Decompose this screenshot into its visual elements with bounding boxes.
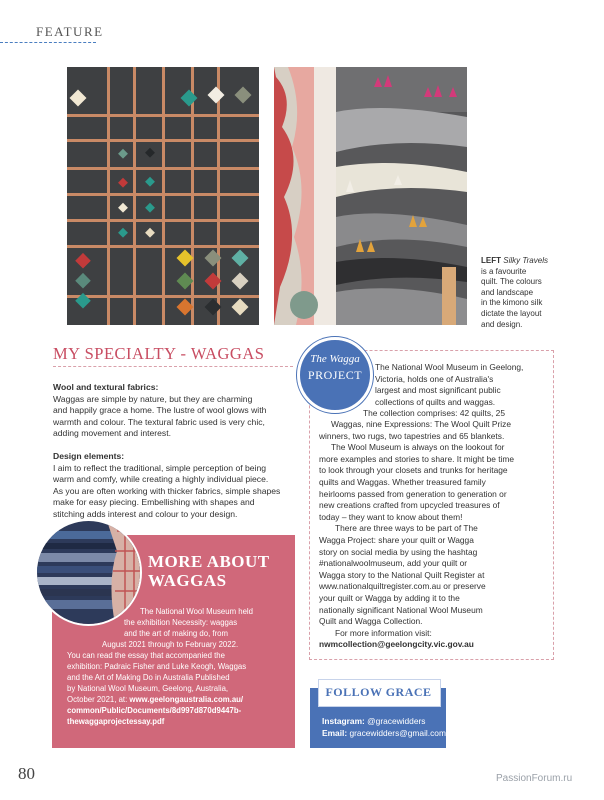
section-rule <box>0 42 96 43</box>
photo-caption <box>481 256 563 330</box>
more-line: October 2021, at: <box>67 695 128 704</box>
caption-line: dictate the layout <box>481 308 542 318</box>
more-line: and the Art of Making Do in Australia Published <box>67 673 230 682</box>
wagga-line: heirlooms passed from generation to generation or <box>319 488 507 499</box>
more-line: and the art of making do, from <box>124 629 229 638</box>
quilt-photo-right <box>274 67 467 325</box>
design-line: warm and comfy, while creating a highly individual piece. <box>53 474 269 485</box>
caption-label: LEFT <box>481 256 501 265</box>
wagga-line: collections of quilts and waggas. <box>375 396 496 407</box>
wool-section <box>53 382 299 440</box>
more-about-title <box>148 552 288 590</box>
more-about-intro <box>140 606 290 617</box>
more-line: You can read the essay that accompanied the <box>67 651 225 660</box>
design-section <box>53 451 299 521</box>
email-label: Email: <box>322 728 348 738</box>
more-line: the exhibition Necessity: waggas <box>124 618 238 627</box>
wagga-line: www.nationalquiltregister.com.au or preserve <box>319 581 486 592</box>
specialty-rule <box>53 366 293 367</box>
wool-line: adding movement and interest. <box>53 428 171 439</box>
wagga-intro <box>363 408 553 420</box>
wagga-line: Quilt and Wagga Collection. <box>319 616 423 627</box>
email-address[interactable]: gracewidders@gmail.com <box>349 728 446 738</box>
instagram-handle[interactable]: @gracewidders <box>367 716 426 726</box>
wagga-line: Wagga story to the National Quilt Register at <box>319 569 485 580</box>
wagga-line: story on social media by using the hashtag <box>319 546 478 557</box>
more-line: The National Wool Museum held <box>140 607 253 616</box>
wagga-line: winners, two rugs, two tapestries and 65 blankets. <box>319 430 505 441</box>
wagga-line: The collection comprises: 42 quilts, 25 <box>363 408 505 418</box>
instagram-line <box>322 716 425 726</box>
wagga-line: more examples and stories to share. It might be time <box>319 453 515 464</box>
section-label: FEATURE <box>36 24 104 39</box>
more-title-line: WAGGAS <box>148 571 227 590</box>
fabric-stack-photo <box>35 519 142 626</box>
caption-line: and landscape <box>481 287 534 297</box>
quilt-grid-illustration <box>67 67 259 325</box>
wool-line: and happily grace a home. The lustre of wool glows with <box>53 405 267 416</box>
wagga-line: Victoria, holds one of Australia's <box>375 373 494 384</box>
wagga-line: The National Wool Museum in Geelong, <box>375 362 524 372</box>
wool-heading: Wool and textural fabrics: <box>53 382 159 392</box>
watermark: PassionForum.ru <box>496 773 573 784</box>
wagga-line: quilts and Waggas. Whether treasured family <box>319 476 486 487</box>
essay-link[interactable]: common/Public/Documents/8d997d870d9447b- <box>67 706 242 715</box>
page-number: 80 <box>18 764 35 783</box>
wagga-line: For more information visit: <box>335 627 432 638</box>
more-about-body <box>67 650 293 727</box>
caption-line: in the kimono silk <box>481 298 543 308</box>
wagga-line: #nationalwoolmuseum, add your quilt or <box>319 558 468 569</box>
wagga-line: to look through your closets and trunks for heritage <box>319 465 508 476</box>
design-line: I aim to reflect the traditional, simple perception of being <box>53 462 267 473</box>
wagga-line: There are three ways to be part of The <box>335 523 478 534</box>
wagga-line: new creations crafted from upcycled treasures of <box>319 500 500 511</box>
badge-the-wagga: The Wagga <box>310 353 360 365</box>
wagga-line: nationally significant National Wool Museum <box>319 604 483 615</box>
wagga-intro <box>375 362 553 408</box>
specialty-heading: MY SPECIALTY - WAGGAS <box>53 344 265 363</box>
design-line: As you are often working with thicker fabrics, simple shapes <box>53 485 281 496</box>
more-line: exhibition: Padraic Fisher and Luke Keogh, Waggas <box>67 662 247 671</box>
follow-grace-title: FOLLOW GRACE <box>325 685 432 699</box>
wagga-line: Waggas, nine Expressions: The Wool Quilt Prize <box>331 419 511 429</box>
design-heading: Design elements: <box>53 451 125 461</box>
landscape-quilt-illustration <box>274 67 467 325</box>
caption-line: quilt. The colours <box>481 277 542 287</box>
wagga-email-link[interactable]: nwmcollection@geelongcity.vic.gov.au <box>319 639 474 650</box>
wagga-line: your quilt or Wagga by adding it to the <box>319 592 460 603</box>
wagga-line: The Wool Museum is always on the lookout for <box>331 442 505 453</box>
wagga-line: Wagga Project: share your quilt or Wagga <box>319 534 474 545</box>
wagga-body <box>319 419 551 651</box>
more-title-line: MORE ABOUT <box>148 552 270 571</box>
wool-line: Waggas are simple by nature, but they are charming <box>53 393 253 404</box>
email-line <box>322 728 446 738</box>
more-about-intro <box>124 617 294 628</box>
caption-line: is a favourite <box>481 266 527 276</box>
wagga-line: largest and most significant public <box>375 385 501 396</box>
caption-line: and design. <box>481 319 523 329</box>
more-line: August 2021 through to February 2022. <box>102 640 239 649</box>
more-about-intro <box>102 639 292 650</box>
more-about-intro <box>124 628 294 639</box>
quilt-photo-left <box>67 67 259 325</box>
fabric-stack-illustration <box>37 521 140 624</box>
essay-link[interactable]: thewaggaprojectessay.pdf <box>67 717 165 726</box>
design-line: make for easy piecing. Embellishing with shapes and <box>53 497 255 508</box>
more-line: by National Wool Museum, Geelong, Australia, <box>67 684 229 693</box>
wagga-line: today – they want to know about them! <box>319 511 463 522</box>
instagram-label: Instagram: <box>322 716 365 726</box>
caption-title: Silky Travels <box>503 256 548 265</box>
badge-project: PROJECT <box>307 368 363 382</box>
design-line: stitching adds interest and colour to your design. <box>53 508 238 519</box>
essay-link[interactable]: www.geelongaustralia.com.au/ <box>129 695 244 704</box>
wool-line: warmth and colour. The textural fabric used is very chic, <box>53 416 265 427</box>
